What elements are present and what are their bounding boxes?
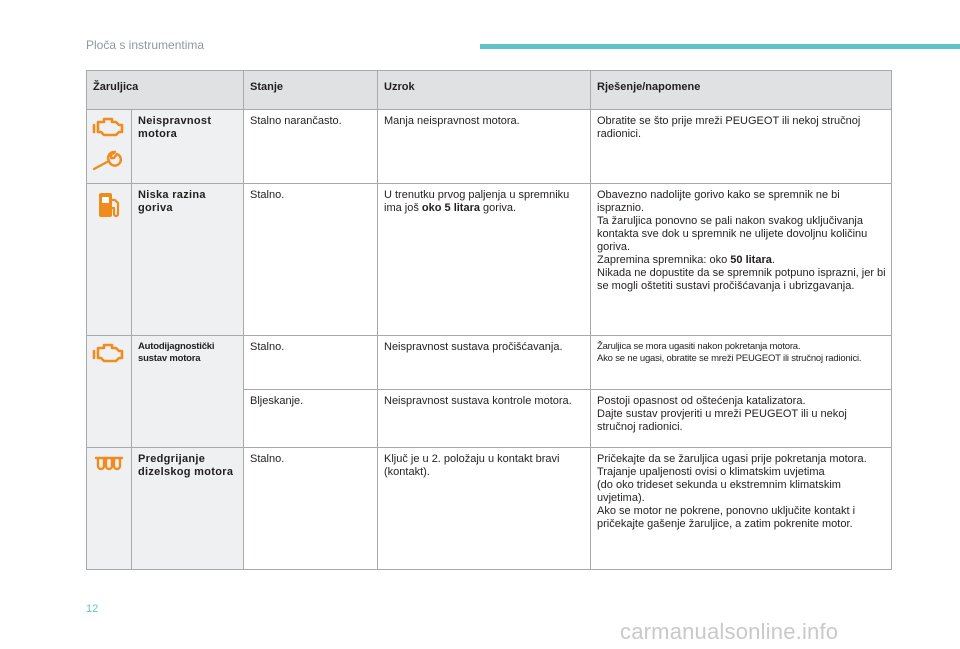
cause-cell: Ključ je u 2. položaju u kontakt bravi (kontakt). [378,448,591,570]
solution-line: Ako se motor ne pokrene, ponovno uključite kontakt i pričekajte gašenje žaruljice, a zatim pokrenite motor. [597,505,856,530]
wrench-icon [91,150,127,172]
solution-line: Obavezno nadolijte gorivo kako se spremnik ne bi ispraznio. [597,189,840,214]
icon-cell [87,336,132,448]
icon-cell [87,184,132,336]
solution-line: Nikada ne dopustite da se spremnik potpuno isprazni, jer bi se mogli oštetiti sustavi pročišćavanja i ubrizgavanja. [597,267,886,292]
page-number: 12 [86,603,99,615]
cause-text: U trenutku prvog paljenja u spremniku ima još [384,189,570,214]
capacity-end: . [771,254,775,266]
fuel-pump-icon [96,190,122,220]
solution-line: (do oko trideset sekunda u ekstremnim klimatskim uvjetima). [597,479,841,504]
solution-line: Dajte sustav provjeriti u mreži PEUGEOT ili u nekoj stručnoj radionici. [597,408,847,433]
cause-cell [378,184,591,336]
solution-cell [591,390,892,448]
state-cell: Stalno narančasto. [244,110,378,184]
engine-check-icon [92,342,126,366]
warning-lights-table [86,70,892,570]
engine-fault-icon [92,116,126,140]
watermark: carmanualsonline.info [620,619,839,644]
solution-cell [591,448,892,570]
solution-cell [591,184,892,336]
header-accent-bar [480,44,960,49]
light-name: Autodijagnostički sustav motora [132,336,244,448]
cause-cell: Neispravnost sustava pročišćavanja. [378,336,591,390]
light-name: Niska razina goriva [132,184,244,336]
table-header-row [87,71,892,110]
cause-cell: Manja neispravnost motora. [378,110,591,184]
cause-text-end: goriva. [479,202,517,214]
solution-line: Ta žaruljica ponovno se pali nakon svakog uključivanja kontakta sve dok u spremnik ne ulijete dovoljnu količinu goriva. [597,215,868,253]
capacity-label: Zapremina spremnika: oko [597,254,731,266]
column-header-state: Stanje [244,71,378,110]
light-name: Predgrijanje dizelskog motora [132,448,244,570]
cause-cell: Neispravnost sustava kontrole motora. [378,390,591,448]
solution-line: Trajanje upaljenosti ovisi o klimatskim uvjetima [597,466,825,478]
icon-cell [87,448,132,570]
solution-cell [591,110,892,184]
icon-cell [87,110,132,184]
capacity-value: 50 litara [730,254,772,266]
table-row [87,110,892,184]
column-header-solution: Rješenje/napomene [591,71,892,110]
light-name: Neispravnost motora [132,110,244,184]
solution-line: Postoji opasnost od oštećenja katalizatora. [597,395,806,407]
state-cell: Stalno. [244,336,378,390]
column-header-light: Žaruljica [87,71,244,110]
state-cell: Stalno. [244,448,378,570]
table-row [87,336,892,390]
solution-capacity [597,254,886,267]
state-cell: Stalno. [244,184,378,336]
solution-cell [591,336,892,390]
solution-line: Pričekajte da se žaruljica ugasi prije pokretanja motora. [597,453,867,465]
solution-line: Žaruljica se mora ugasiti nakon pokretanja motora. [597,341,801,352]
table-row [87,448,892,570]
cause-highlight: oko 5 litara [421,202,480,214]
solution-text: Obratite se što prije mreži PEUGEOT ili nekoj stručnoj radionici. [597,115,861,140]
column-header-cause: Uzrok [378,71,591,110]
state-cell: Bljeskanje. [244,390,378,448]
solution-line: Ako se ne ugasi, obratite se mreži PEUGEOT ili stručnoj radionici. [597,353,862,364]
page-section-title: Ploča s instrumentima [86,38,205,52]
table-row [87,184,892,336]
glow-plug-icon [93,454,125,472]
